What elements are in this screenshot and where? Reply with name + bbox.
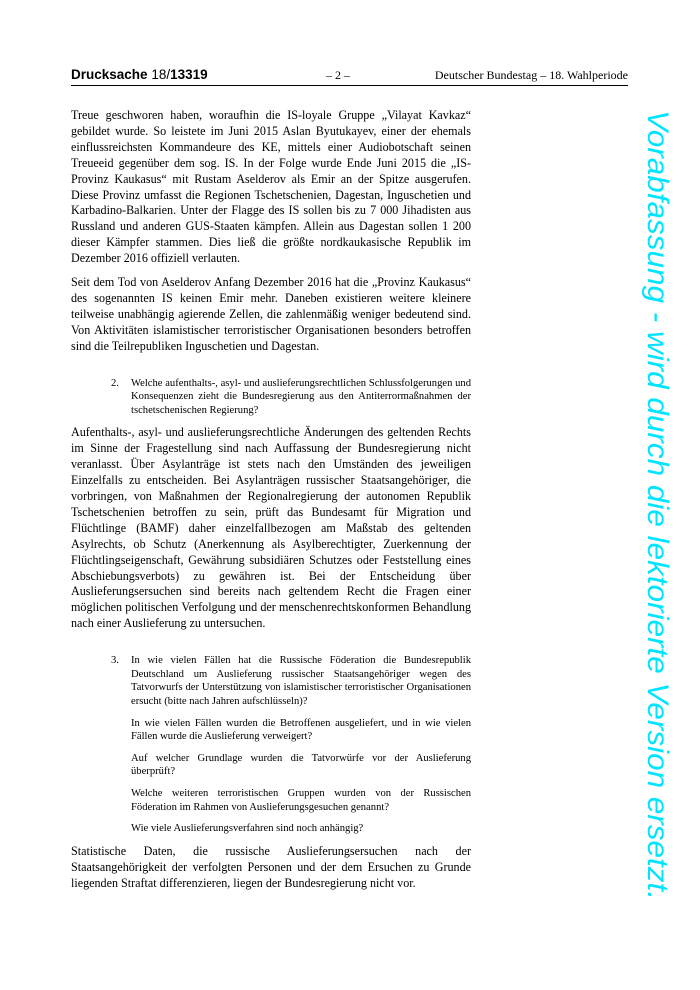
question-text: Wie viele Auslieferungsverfahren sind noch anhängig? [131,823,364,835]
watermark-text: Vorabfassung - wird durch die lektorierte Version ersetzt. [641,109,674,864]
page-number: – 2 – [326,68,350,82]
doc-label: Drucksache [71,67,148,82]
doc-number: 13319 [170,67,208,82]
question-text: In wie vielen Fällen wurden die Betroffenen ausgeliefert, und in wie vielen Fällen wurde die Auslieferung verweigert? [131,717,471,743]
document-body [71,108,471,899]
question-number: 3. [111,655,119,667]
question-text: Welche weiteren terroristischen Gruppen wurden von der Russischen Föderation im Rahmen von Auslieferungsgesuchen genannt? [131,787,471,813]
question-text: In wie vielen Fällen hat die Russische Föderation die Bundesrepublik Deutschland um Auslieferung russischer Staatsangehöriger wegen des Tatvorwurfs der Unterstützung von islamistischer terroristischer Organisationen ersucht (bitte nach Jahren aufschlüsseln)? [131,655,471,707]
question-number: 2. [111,377,119,389]
paragraph: Treue geschworen haben, woraufhin die IS-loyale Gruppe „Vilayat Kavkaz“ gebildet wurde. So leistete im Juni 2015 Aslan Byutukayev, einer der ehemals einflussreichsten Kommandeure des KE, mittels einer Audiobotschaft seinen Treueeid gegenüber dem sog. IS. In der Folge wurde Ende Juni 2015 die „IS-Provinz Kaukasus“ mit Rustam Aselderov als Emir an der Spitze ausgerufen. Diese Provinz umfasst die Regionen Tschetschenien, Dagestan, Inguschetien und Karbadino-Balkarien. Unter der Flagge des IS sollen bis zu 7 000 Jihadisten aus Russland und anderen GUS-Staaten kämpfen. Allein aus Dagestan sollen 1 200 dieser Kämpfer stammen. Dies ließ die größte nordkaukasische Republik im Dezember 2016 offiziell verlauten. [71,108,471,266]
answer-3: Statistische Daten, die russische Auslieferungsersuchen nach der Staatsangehörigkeit der verfolgten Personen und der dem Ersuchen zu Grunde liegenden Straftat differenzieren, liegen der Bundesregierung nicht vor. [71,843,471,890]
question-text: Auf welcher Grundlage wurden die Tatvorwürfe vor der Auslieferung überprüft? [131,752,471,778]
draft-watermark [635,105,695,905]
question-text: Welche aufenthalts-, asyl- und auslieferungsrechtlichen Schlussfolgerungen und Konsequenzen zieht die Bundesregierung aus den Antiterrormaßnahmen der tschetschenischen Regierung? [131,377,471,416]
paragraph: Seit dem Tod von Aselderov Anfang Dezember 2016 hat die „Provinz Kaukasus“ des sogenannten IS keinen Emir mehr. Daneben existieren weitere kleinere teilweise unabhängig agierende Zellen, die zahlenmäßig weniger bedeutend sind. Von Aktivitäten islamistischer terroristischer Organisationen besonders betroffen sind die Teilrepubliken Inguschetien und Dagestan. [71,275,471,353]
answer-2: Aufenthalts-, asyl- und auslieferungsrechtliche Änderungen des geltenden Rechts im Sinne der Fragestellung sind nach Auffassung der Bundesregierung nicht veranlasst. Über Asylanträge ist stets nach den Umständen des jeweiligen Einzelfalls zu entscheiden. Bei Asylanträgen russischer Staatsangehöriger, die vorbringen, von Maßnahmen der Regionalregierung der autonomen Republik Tschetschenien betroffen zu sein, prüft das Bundesamt für Migration und Flüchtlinge (BAMF) daher einzelfallbezogen am Maßstab des geltenden Asylrechts, ob Schutz (Anerkennung als Asylberechtigter, Zuerkennung der Flüchtlingseigenschaft, Gewährung subsidiären Schutzes oder Feststellung eines Abschiebungsverbots) zu gewähren ist. Bei der Entscheidung über Auslieferungsersuchen sind bereits nach geltendem Recht die Fragen einer möglichen politischen Verfolgung und der menschenrechtskonformen Behandlung nach einer Auslieferung zu untersuchen. [71,425,471,631]
page-header [71,67,628,86]
question-2 [111,377,471,422]
question-3 [111,654,471,840]
doc-number-prefix: 18/ [151,67,171,82]
doc-reference [71,67,208,82]
header-parliament: Deutscher Bundestag – 18. Wahlperiode [434,68,628,82]
